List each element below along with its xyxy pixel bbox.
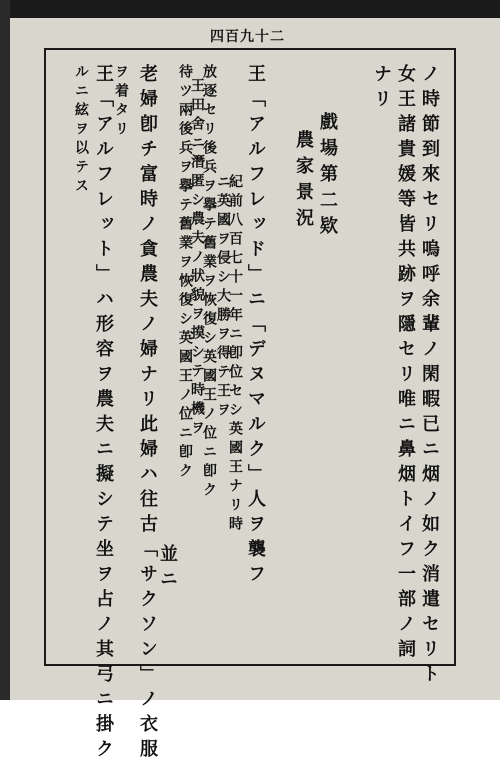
text-column-7: 紀前八百七十一年ニ卽位セシ英國王ナリ時 [227,174,243,535]
text-column-15: 王「アルフレット」ハ形容ヲ農夫ニ擬シテ坐ヲ占ノ其弓ニ掛ク [93,64,114,764]
text-column-14: ヲ着タリ [113,64,129,140]
text-column-6: 王「アルフレッド」ニ「デヌマルク」人ヲ襲フ [245,64,266,589]
text-column-12: 並ニ [157,544,178,594]
text-column-16: ルニ絃ヲ以テス [73,64,89,197]
page-number: 四百九十二 [210,29,285,45]
scan-left-shadow [0,0,10,700]
text-column-5: 農家景況 [293,130,314,234]
scan-top-shadow [0,0,500,18]
text-column-13: 老婦卽チ富時ノ貪農夫ノ婦ナリ此婦ハ往古「サクソン」ノ衣服 [137,64,158,764]
text-column-10: 王田舍ニ潛匿シ農夫ノ狀貌ヲ摸シテ時機ヲ [189,78,205,439]
text-column-4: 戲場第二欵 [317,112,338,242]
text-column-3: ナリ [371,64,392,114]
text-column-8: ニ英國ヲ侵シ大勝ヲ得テ王ヲ [215,174,231,421]
text-column-9: 放逐セリ後兵ヲ擧テ舊業ヲ恢復シ英國王ノ位ニ卽ク [201,64,217,501]
text-column-11: 待ツ兩後兵ヲ擧テ舊業ヲ恢復シ英國王ノ位ニ卽ク [177,64,193,482]
text-column-2: 女王諸貴媛等皆共跡ヲ隱セリ唯ニ鼻烟トイフ一部ノ詞 [395,64,416,664]
text-column-1: ノ時節到來セリ嗚呼余輩ノ閑暇已ニ烟ノ如ク消遣セリト [419,64,440,689]
